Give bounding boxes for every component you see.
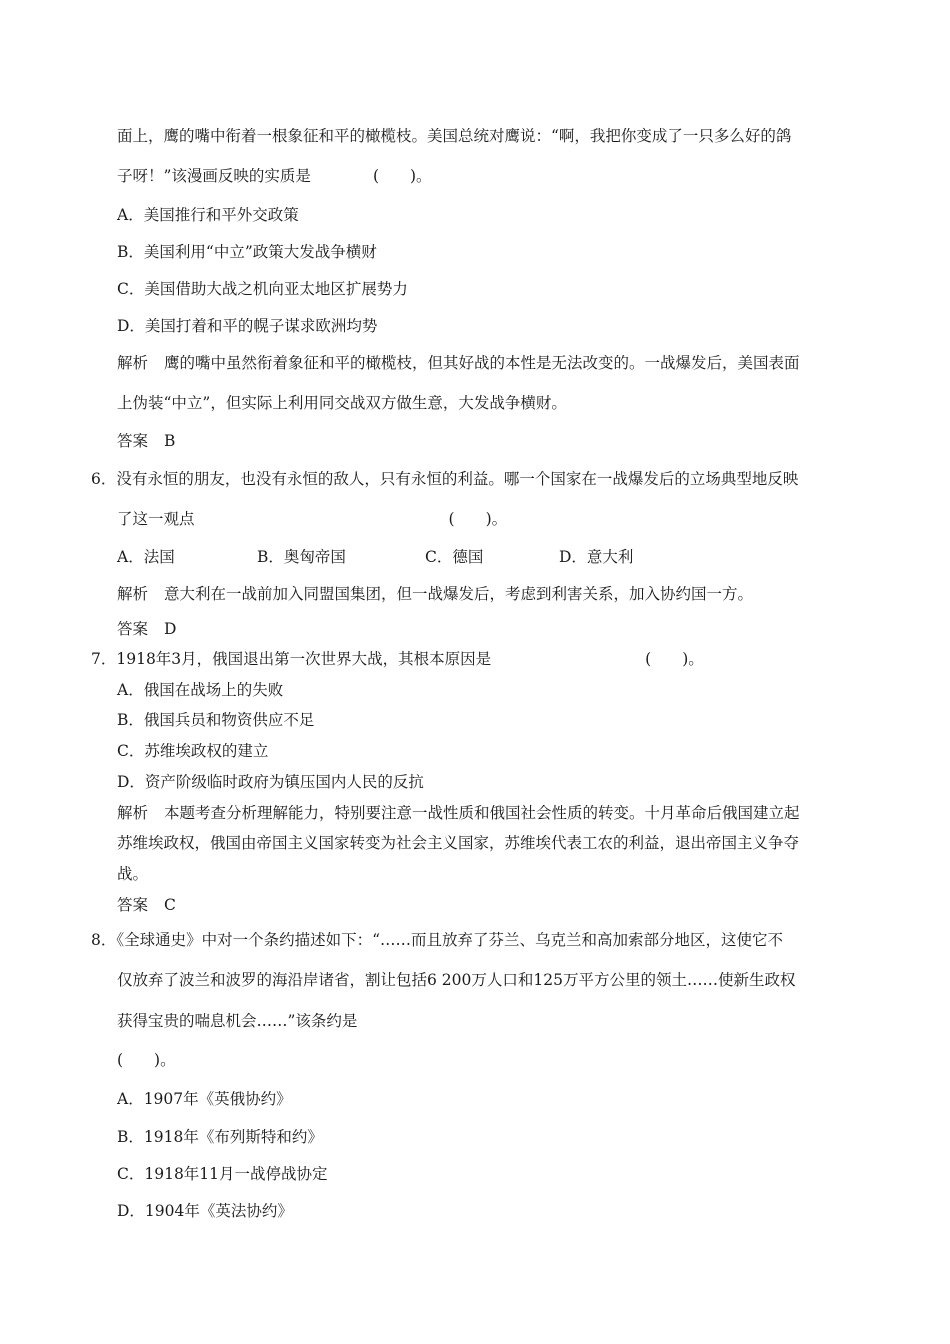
q7-answer-value: C <box>164 896 176 914</box>
q6-answer-blank: ( )。 <box>448 510 508 528</box>
q6-option-a: A．法国 <box>117 548 175 566</box>
q8-stem-line-2: 仅放弃了波兰和波罗的海沿岸诸省，割让包括6 200万人口和125万平方公里的领土……使新生政权 <box>117 971 796 989</box>
q6-option-c: C．德国 <box>425 548 484 566</box>
q6-answer-label: 答案 <box>117 620 149 638</box>
q8-option-b: B．1918年《布列斯特和约》 <box>117 1128 323 1146</box>
q7-analysis-line-1 <box>117 803 800 823</box>
q8-stem-line-3: 获得宝贵的喘息机会……”该条约是 <box>117 1012 358 1030</box>
q6-option-b: B．奥匈帝国 <box>257 548 346 566</box>
q7-analysis-line-3: 战。 <box>117 865 149 883</box>
q5-answer-value: B <box>164 432 176 450</box>
q5-analysis-line-2: 上伪装“中立”，但实际上利用同交战双方做生意，大发战争横财。 <box>117 394 567 412</box>
q5-answer-label: 答案 <box>117 432 149 450</box>
q8-stem-line-1: 8．《全球通史》中对一个条约描述如下：“……而且放弃了芬兰、乌克兰和高加索部分地区，这使它不 <box>91 931 784 949</box>
q7-option-b: B．俄国兵员和物资供应不足 <box>117 711 315 729</box>
q5-answer <box>117 431 175 451</box>
q5-option-a: A．美国推行和平外交政策 <box>117 206 299 224</box>
q6-analysis-text: 意大利在一战前加入同盟国集团，但一战爆发后，考虑到利害关系，加入协约国一方。 <box>164 585 754 603</box>
q5-stem-line-1: 面上，鹰的嘴中衔着一根象征和平的橄榄枝。美国总统对鹰说：“啊，我把你变成了一只多么好的鸽 <box>117 127 792 145</box>
q5-answer-blank: ( )。 <box>372 167 432 185</box>
q6-answer <box>117 619 176 639</box>
q7-answer-label: 答案 <box>117 896 149 914</box>
q7-option-c: C．苏维埃政权的建立 <box>117 742 269 760</box>
q7-option-a: A．俄国在战场上的失败 <box>117 681 284 699</box>
q5-option-b: B．美国利用“中立”政策大发战争横财 <box>117 243 377 261</box>
q8-option-a: A．1907年《英俄协约》 <box>117 1090 292 1108</box>
q6-analysis-line-1 <box>117 584 753 604</box>
q7-option-d: D．资产阶级临时政府为镇压国内人民的反抗 <box>117 773 424 791</box>
q5-stem-line-2 <box>117 166 432 186</box>
q7-stem-text: 7．1918年3月，俄国退出第一次世界大战，其根本原因是 <box>91 650 492 668</box>
q7-stem <box>91 649 704 669</box>
q7-answer <box>117 895 176 915</box>
q6-options-row <box>117 547 633 567</box>
q8-option-c: C．1918年11月一战停战协定 <box>117 1165 328 1183</box>
q6-stem-text: 了这一观点 <box>117 510 195 528</box>
q8-option-d: D．1904年《英法协约》 <box>117 1202 293 1220</box>
q6-analysis-label: 解析 <box>117 585 149 603</box>
q5-analysis-text: 鹰的嘴中虽然衔着象征和平的橄榄枝，但其好战的本性是无法改变的。一战爆发后，美国表面 <box>164 354 800 372</box>
q7-analysis-line-2: 苏维埃政权，俄国由帝国主义国家转变为社会主义国家，苏维埃代表工农的利益，退出帝国主义争夺 <box>117 834 800 852</box>
q6-stem-line-1: 6．没有永恒的朋友，也没有永恒的敌人，只有永恒的利益。哪一个国家在一战爆发后的立场典型地反映 <box>91 470 799 488</box>
q5-analysis-line-1 <box>117 353 800 373</box>
q6-answer-value: D <box>164 620 177 638</box>
q5-analysis-label: 解析 <box>117 354 149 372</box>
q6-stem-line-2 <box>117 509 507 529</box>
q5-option-c: C．美国借助大战之机向亚太地区扩展势力 <box>117 280 408 298</box>
q8-answer-blank: ( )。 <box>117 1051 176 1069</box>
q5-stem-text: 子呀！”该漫画反映的实质是 <box>117 167 311 185</box>
q7-analysis-text: 本题考查分析理解能力，特别要注意一战性质和俄国社会性质的转变。十月革命后俄国建立起 <box>164 804 800 822</box>
q5-option-d: D．美国打着和平的幌子谋求欧洲均势 <box>117 317 378 335</box>
q7-answer-blank: ( )。 <box>645 650 704 668</box>
q6-option-d: D．意大利 <box>559 548 634 566</box>
q7-analysis-label: 解析 <box>117 804 149 822</box>
